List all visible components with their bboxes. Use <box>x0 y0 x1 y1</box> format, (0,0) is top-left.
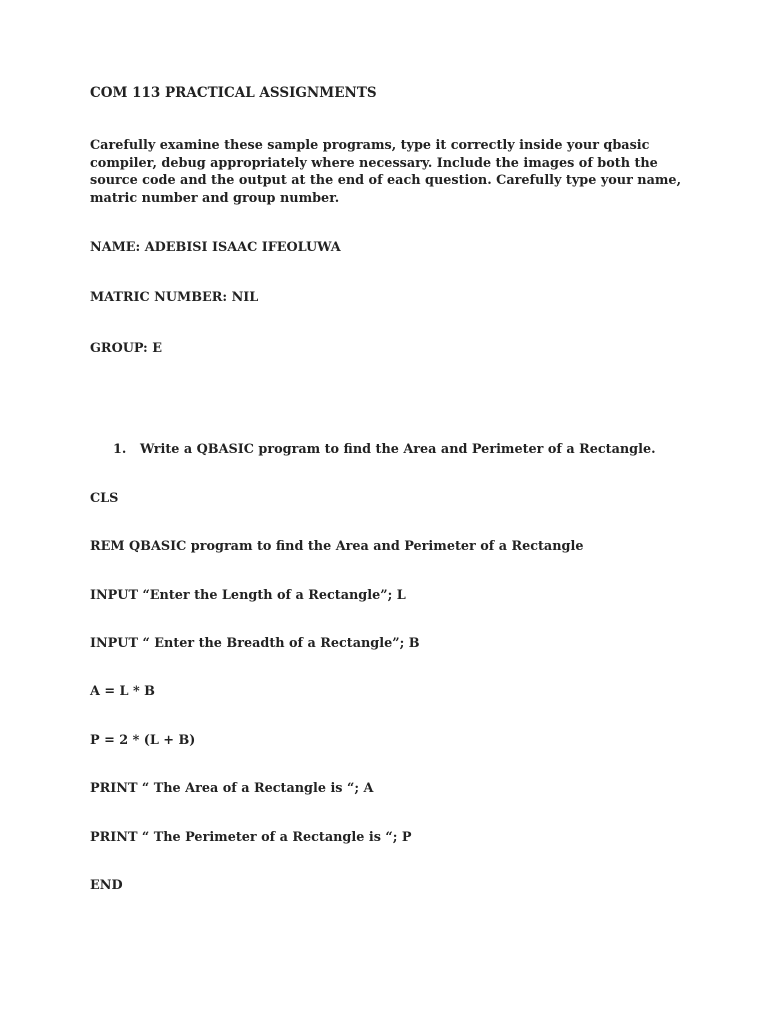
student-name: NAME: ADEBISI ISAAC IFEOLUWA <box>90 240 341 255</box>
question-number: 1. <box>113 442 127 457</box>
code-line: CLS <box>90 491 119 506</box>
matric-number: MATRIC NUMBER: NIL <box>90 290 259 305</box>
code-line: P = 2 * (L + B) <box>90 733 196 748</box>
instructions-paragraph: Carefully examine these sample programs, type it correctly inside your qbasic compiler, debug appropriately where necessary. Include the images of both the source code and the output at the end of each question. Carefully type your name, matric number and group number. <box>90 138 682 206</box>
code-line: END <box>90 878 123 893</box>
code-line: REM QBASIC program to find the Area and Perimeter of a Rectangle <box>90 539 584 554</box>
code-line: INPUT “ Enter the Breadth of a Rectangle”; B <box>90 636 420 651</box>
question-text: Write a QBASIC program to find the Area and Perimeter of a Rectangle. <box>140 442 656 457</box>
question-item <box>113 442 656 457</box>
group-number: GROUP: E <box>90 341 162 356</box>
code-line: PRINT “ The Area of a Rectangle is “; A <box>90 781 374 796</box>
code-line: INPUT “Enter the Length of a Rectangle”; L <box>90 588 406 603</box>
code-line: A = L * B <box>90 684 155 699</box>
code-line: PRINT “ The Perimeter of a Rectangle is “; P <box>90 830 412 845</box>
document-title: COM 113 PRACTICAL ASSIGNMENTS <box>90 85 377 101</box>
